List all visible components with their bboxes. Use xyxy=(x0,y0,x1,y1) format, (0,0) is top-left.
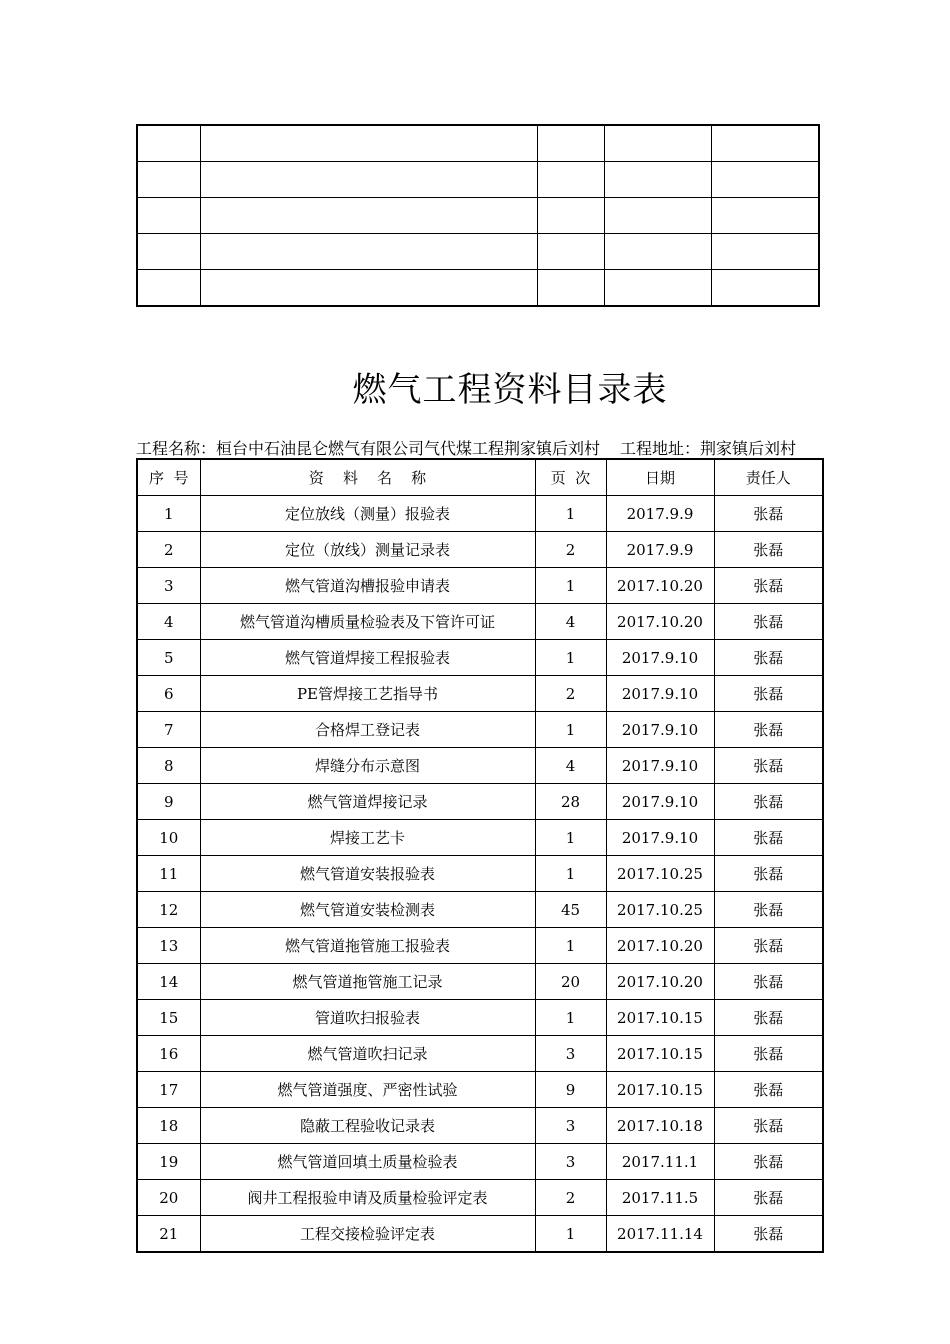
date-cell: 2017.10.25 xyxy=(606,856,714,892)
pages-cell: 1 xyxy=(535,856,606,892)
seq-cell: 4 xyxy=(137,604,200,640)
pages-cell: 2 xyxy=(535,676,606,712)
table-row xyxy=(137,748,823,784)
project-info xyxy=(136,436,796,459)
blank-cell xyxy=(137,162,200,198)
blank-table-top xyxy=(136,124,820,307)
pages-cell: 2 xyxy=(535,532,606,568)
table-row xyxy=(137,1036,823,1072)
table-row xyxy=(137,1108,823,1144)
seq-cell: 10 xyxy=(137,820,200,856)
pages-cell: 4 xyxy=(535,748,606,784)
pages-cell: 28 xyxy=(535,784,606,820)
table-row xyxy=(137,1072,823,1108)
date-cell: 2017.10.15 xyxy=(606,1000,714,1036)
pages-cell: 9 xyxy=(535,1072,606,1108)
project-name: 工程名称：桓台中石油昆仑燃气有限公司气代煤工程荆家镇后刘村 xyxy=(136,439,601,458)
date-cell: 2017.10.20 xyxy=(606,964,714,1000)
name-cell: 管道吹扫报验表 xyxy=(200,1000,535,1036)
blank-cell xyxy=(537,162,604,198)
seq-cell: 11 xyxy=(137,856,200,892)
seq-cell: 13 xyxy=(137,928,200,964)
person-cell: 张磊 xyxy=(714,1180,823,1216)
pages-cell: 3 xyxy=(535,1108,606,1144)
seq-cell: 6 xyxy=(137,676,200,712)
blank-row xyxy=(137,270,819,307)
pages-cell: 20 xyxy=(535,964,606,1000)
date-cell: 2017.11.5 xyxy=(606,1180,714,1216)
name-cell: 定位放线（测量）报验表 xyxy=(200,496,535,532)
person-cell: 张磊 xyxy=(714,928,823,964)
blank-row xyxy=(137,198,819,234)
name-cell: 定位（放线）测量记录表 xyxy=(200,532,535,568)
seq-cell: 17 xyxy=(137,1072,200,1108)
catalog-table xyxy=(136,458,824,1253)
pages-cell: 1 xyxy=(535,712,606,748)
person-cell: 张磊 xyxy=(714,784,823,820)
seq-cell: 19 xyxy=(137,1144,200,1180)
name-cell: 燃气管道吹扫记录 xyxy=(200,1036,535,1072)
blank-cell xyxy=(137,270,200,307)
blank-cell xyxy=(711,198,819,234)
blank-cell xyxy=(604,270,711,307)
blank-cell xyxy=(604,125,711,162)
blank-cell xyxy=(137,198,200,234)
name-cell: 燃气管道沟槽报验申请表 xyxy=(200,568,535,604)
pages-cell: 3 xyxy=(535,1036,606,1072)
pages-cell: 4 xyxy=(535,604,606,640)
name-cell: 隐蔽工程验收记录表 xyxy=(200,1108,535,1144)
header-pages: 页 次 xyxy=(535,459,606,496)
table-row xyxy=(137,892,823,928)
blank-cell xyxy=(200,270,537,307)
person-cell: 张磊 xyxy=(714,1108,823,1144)
name-cell: 燃气管道安装检测表 xyxy=(200,892,535,928)
name-cell: 燃气管道拖管施工记录 xyxy=(200,964,535,1000)
blank-row xyxy=(137,162,819,198)
blank-cell xyxy=(537,270,604,307)
blank-cell xyxy=(711,234,819,270)
date-cell: 2017.9.9 xyxy=(606,532,714,568)
blank-row xyxy=(137,125,819,162)
name-cell: 燃气管道回填土质量检验表 xyxy=(200,1144,535,1180)
pages-cell: 1 xyxy=(535,640,606,676)
blank-cell xyxy=(711,162,819,198)
date-cell: 2017.9.10 xyxy=(606,712,714,748)
name-cell: 合格焊工登记表 xyxy=(200,712,535,748)
table-row xyxy=(137,604,823,640)
person-cell: 张磊 xyxy=(714,1072,823,1108)
name-cell: 焊缝分布示意图 xyxy=(200,748,535,784)
blank-cell xyxy=(537,234,604,270)
table-row xyxy=(137,496,823,532)
seq-cell: 8 xyxy=(137,748,200,784)
seq-cell: 2 xyxy=(137,532,200,568)
date-cell: 2017.10.20 xyxy=(606,604,714,640)
table-row xyxy=(137,712,823,748)
blank-cell xyxy=(711,125,819,162)
blank-cell xyxy=(200,198,537,234)
pages-cell: 1 xyxy=(535,1000,606,1036)
pages-cell: 2 xyxy=(535,1180,606,1216)
seq-cell: 12 xyxy=(137,892,200,928)
person-cell: 张磊 xyxy=(714,712,823,748)
blank-cell xyxy=(537,125,604,162)
person-cell: 张磊 xyxy=(714,640,823,676)
blank-cell xyxy=(604,162,711,198)
date-cell: 2017.9.10 xyxy=(606,748,714,784)
table-row xyxy=(137,532,823,568)
blank-cell xyxy=(711,270,819,307)
date-cell: 2017.11.1 xyxy=(606,1144,714,1180)
name-cell: PE管焊接工艺指导书 xyxy=(200,676,535,712)
person-cell: 张磊 xyxy=(714,964,823,1000)
header-name: 资 料 名 称 xyxy=(200,459,535,496)
table-row xyxy=(137,964,823,1000)
date-cell: 2017.10.20 xyxy=(606,928,714,964)
table-row xyxy=(137,640,823,676)
blank-cell xyxy=(537,198,604,234)
person-cell: 张磊 xyxy=(714,820,823,856)
blank-cell xyxy=(604,234,711,270)
pages-cell: 3 xyxy=(535,1144,606,1180)
name-cell: 燃气管道焊接工程报验表 xyxy=(200,640,535,676)
person-cell: 张磊 xyxy=(714,532,823,568)
table-row xyxy=(137,1180,823,1216)
person-cell: 张磊 xyxy=(714,892,823,928)
person-cell: 张磊 xyxy=(714,568,823,604)
name-cell: 燃气管道安装报验表 xyxy=(200,856,535,892)
date-cell: 2017.9.10 xyxy=(606,820,714,856)
name-cell: 燃气管道焊接记录 xyxy=(200,784,535,820)
seq-cell: 15 xyxy=(137,1000,200,1036)
project-address: 工程地址：荆家镇后刘村 xyxy=(620,439,797,458)
table-row xyxy=(137,1144,823,1180)
date-cell: 2017.11.14 xyxy=(606,1216,714,1253)
person-cell: 张磊 xyxy=(714,1144,823,1180)
seq-cell: 14 xyxy=(137,964,200,1000)
blank-row xyxy=(137,234,819,270)
date-cell: 2017.9.10 xyxy=(606,784,714,820)
table-row xyxy=(137,676,823,712)
seq-cell: 3 xyxy=(137,568,200,604)
person-cell: 张磊 xyxy=(714,604,823,640)
table-row xyxy=(137,568,823,604)
name-cell: 阀井工程报验申请及质量检验评定表 xyxy=(200,1180,535,1216)
blank-cell xyxy=(200,162,537,198)
pages-cell: 1 xyxy=(535,928,606,964)
seq-cell: 16 xyxy=(137,1036,200,1072)
pages-cell: 1 xyxy=(535,1216,606,1253)
table-row xyxy=(137,1000,823,1036)
table-row xyxy=(137,1216,823,1253)
date-cell: 2017.10.15 xyxy=(606,1036,714,1072)
date-cell: 2017.9.9 xyxy=(606,496,714,532)
name-cell: 燃气管道沟槽质量检验表及下管许可证 xyxy=(200,604,535,640)
pages-cell: 1 xyxy=(535,496,606,532)
pages-cell: 1 xyxy=(535,568,606,604)
header-date: 日期 xyxy=(606,459,714,496)
name-cell: 燃气管道拖管施工报验表 xyxy=(200,928,535,964)
table-row xyxy=(137,928,823,964)
date-cell: 2017.9.10 xyxy=(606,676,714,712)
person-cell: 张磊 xyxy=(714,1000,823,1036)
pages-cell: 1 xyxy=(535,820,606,856)
seq-cell: 18 xyxy=(137,1108,200,1144)
person-cell: 张磊 xyxy=(714,1216,823,1253)
name-cell: 燃气管道强度、严密性试验 xyxy=(200,1072,535,1108)
seq-cell: 1 xyxy=(137,496,200,532)
seq-cell: 5 xyxy=(137,640,200,676)
table-row xyxy=(137,856,823,892)
person-cell: 张磊 xyxy=(714,856,823,892)
person-cell: 张磊 xyxy=(714,748,823,784)
date-cell: 2017.10.18 xyxy=(606,1108,714,1144)
date-cell: 2017.10.20 xyxy=(606,568,714,604)
table-row xyxy=(137,784,823,820)
person-cell: 张磊 xyxy=(714,676,823,712)
table-row xyxy=(137,820,823,856)
blank-cell xyxy=(200,125,537,162)
person-cell: 张磊 xyxy=(714,496,823,532)
page-title: 燃气工程资料目录表 xyxy=(352,370,668,410)
seq-cell: 9 xyxy=(137,784,200,820)
date-cell: 2017.10.25 xyxy=(606,892,714,928)
blank-cell xyxy=(137,125,200,162)
header-person: 责任人 xyxy=(714,459,823,496)
seq-cell: 21 xyxy=(137,1216,200,1253)
name-cell: 工程交接检验评定表 xyxy=(200,1216,535,1253)
person-cell: 张磊 xyxy=(714,1036,823,1072)
seq-cell: 20 xyxy=(137,1180,200,1216)
blank-cell xyxy=(137,234,200,270)
date-cell: 2017.9.10 xyxy=(606,640,714,676)
name-cell: 焊接工艺卡 xyxy=(200,820,535,856)
blank-cell xyxy=(604,198,711,234)
blank-cell xyxy=(200,234,537,270)
date-cell: 2017.10.15 xyxy=(606,1072,714,1108)
seq-cell: 7 xyxy=(137,712,200,748)
header-seq: 序 号 xyxy=(137,459,200,496)
table-header-row xyxy=(137,459,823,496)
pages-cell: 45 xyxy=(535,892,606,928)
